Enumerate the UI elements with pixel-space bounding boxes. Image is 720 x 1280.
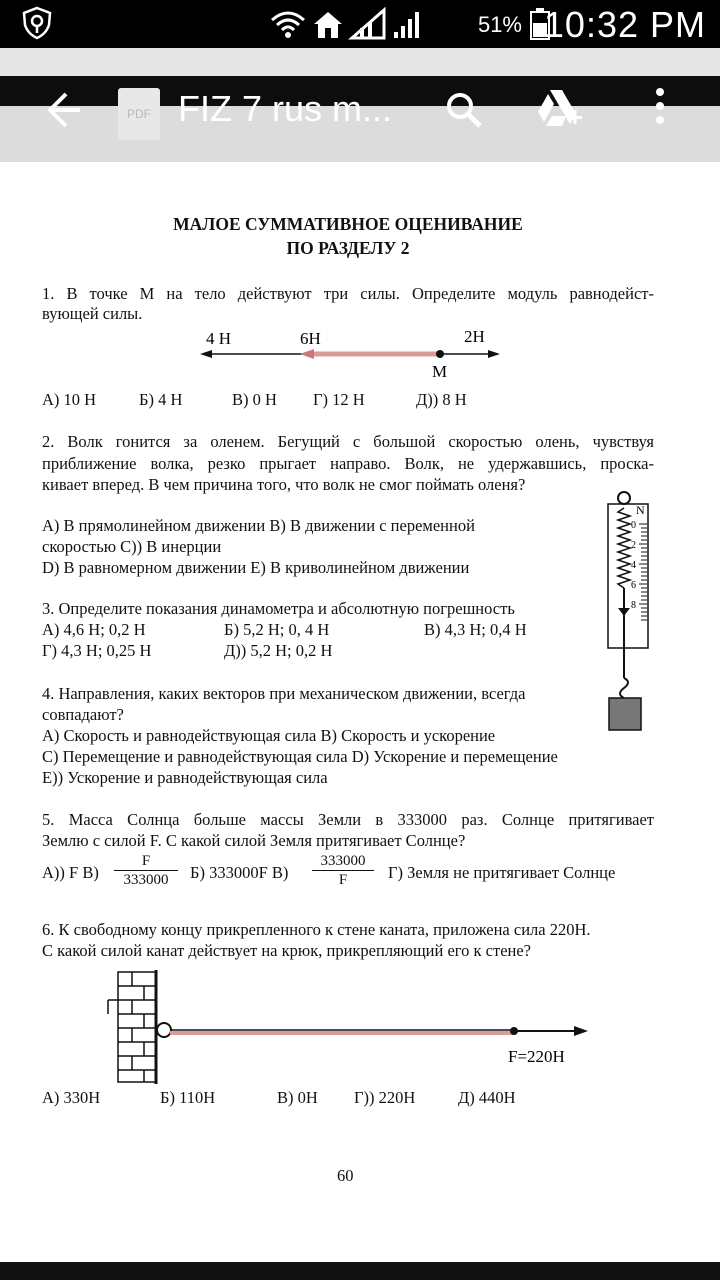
q1-answer-v: В) 0 Н xyxy=(232,390,277,409)
signal-2-icon xyxy=(394,12,419,38)
scale-unit-label: N xyxy=(636,503,645,517)
q1-answer-a: А) 10 Н xyxy=(42,390,97,409)
divider-strip xyxy=(0,48,720,76)
q1-text-line1: 1. В точке М на тело действуют три силы. Определите модуль равнодейст- xyxy=(42,284,654,303)
q6-answer-a: А) 330Н xyxy=(42,1088,101,1107)
q2-answer-line1: A) В прямолинейном движении B) В движении с переменной xyxy=(42,516,475,535)
q1-force-diagram xyxy=(196,320,506,384)
back-arrow-icon[interactable] xyxy=(44,90,84,135)
network-icons xyxy=(268,6,458,47)
q6-text-line2: С какой силой канат действует на крюк, прикрепляющий его к стене? xyxy=(42,941,531,960)
q3-answer-d: Д)) 5,2 Н; 0,2 Н xyxy=(224,641,333,660)
scale-tick-6: 6 xyxy=(631,580,636,591)
q5-text-line1: 5. Масса Солнца больше массы Земли в 333000 раз. Солнце притягивает xyxy=(42,810,654,829)
page-number: 60 xyxy=(337,1166,354,1185)
q2-text-line1: 2. Волк гонится за оленем. Бегущий с большой скоростью олень, чувствуя xyxy=(42,432,654,451)
q3-answer-v: В) 4,3 Н; 0,4 Н xyxy=(424,620,527,639)
scale-tick-4: 4 xyxy=(631,560,636,571)
q6-answer-g: Г)) 220Н xyxy=(354,1088,416,1107)
fraction-1-numerator: F xyxy=(114,852,178,871)
q4-text-line1: 4. Направления, каких векторов при механическом движении, всегда xyxy=(42,684,526,703)
q1-answer-d: Д)) 8 Н xyxy=(416,390,467,409)
dynamometer-figure xyxy=(598,488,656,732)
q4-answer-line1: A) Скорость и равнодействующая сила B) Скорость и ускорение xyxy=(42,726,496,745)
q4-answer-line3: E)) Ускорение и равнодействующая сила xyxy=(42,768,328,787)
q5-text-line2: Землю с силой F. С какой силой Земля притягивает Солнце? xyxy=(42,831,466,850)
fraction-1-denominator: 333000 xyxy=(123,872,169,888)
q6-answer-d: Д) 440Н xyxy=(458,1088,516,1107)
q2-answer-line3: D) В равномерном движении E) В криволинейном движении xyxy=(42,558,470,577)
shield-icon xyxy=(20,6,54,45)
q3-answer-b: Б) 5,2 Н; 0, 4 Н xyxy=(224,620,330,639)
q3-answer-g: Г) 4,3 Н; 0,25 Н xyxy=(42,641,152,660)
add-to-drive-icon[interactable] xyxy=(536,88,584,137)
q2-text-line2: приближение волка, резко прыгает направо. Волк, не удержавшись, проска- xyxy=(42,454,654,473)
q5-answer-g: Г) Земля не притягивает Солнце xyxy=(388,863,616,882)
force-label-220n: F=220Н xyxy=(508,1047,565,1066)
home-icon xyxy=(314,12,342,38)
q4-answer-line2: C) Перемещение и равнодействующая сила D) Ускорение и перемещение xyxy=(42,747,558,766)
q3-answer-a: А) 4,6 Н; 0,2 Н xyxy=(42,620,146,639)
search-icon[interactable] xyxy=(444,90,484,135)
q6-rope-diagram xyxy=(100,970,600,1086)
q6-answer-b: Б) 110Н xyxy=(160,1088,216,1107)
clock: 10:32 PM xyxy=(543,4,706,45)
battery-percent: 51% xyxy=(477,12,522,37)
force-label-6n: 6Н xyxy=(300,329,321,348)
force-label-4n: 4 Н xyxy=(206,329,232,348)
q1-answer-b: Б) 4 Н xyxy=(139,390,183,409)
q1-text-line2: вующей силы. xyxy=(42,304,143,323)
page-heading-line1: МАЛОЕ СУММАТИВНОЕ ОЦЕНИВАНИЕ xyxy=(173,214,523,234)
fraction-2-numerator: 333000 xyxy=(312,852,374,871)
status-bar xyxy=(0,0,720,48)
q2-answer-line2: скоростью C)) В инерции xyxy=(42,537,222,556)
overflow-menu-icon[interactable] xyxy=(650,86,670,135)
q5-fraction-1 xyxy=(114,852,178,889)
q4-text-line2: совпадают? xyxy=(42,705,124,724)
q5-answer-b: Б) 333000F В) xyxy=(190,863,289,882)
scale-tick-2: 2 xyxy=(631,540,636,551)
pdf-page xyxy=(0,162,720,1262)
wifi-icon xyxy=(272,13,304,38)
q5-fraction-2 xyxy=(312,852,374,889)
q6-answer-v: В) 0Н xyxy=(277,1088,318,1107)
q6-text-line1: 6. К свободному концу прикрепленного к стене каната, приложена сила 220Н. xyxy=(42,920,591,939)
q3-text-line1: 3. Определите показания динамометра и абсолютную погрешность xyxy=(42,599,515,618)
page-heading-line2: ПО РАЗДЕЛУ 2 xyxy=(286,238,410,258)
scale-tick-8: 8 xyxy=(631,600,636,611)
document-title: FIZ 7 rus m... xyxy=(178,88,393,129)
fraction-2-denominator: F xyxy=(338,872,348,888)
navigation-bar xyxy=(0,1262,720,1280)
signal-icon xyxy=(352,10,384,38)
q2-text-line3: кивает вперед. В чем причина того, что волк не смог поймать оленя? xyxy=(42,475,526,494)
pdf-file-icon: PDF xyxy=(118,88,160,140)
q5-answer-a: А)) F В) xyxy=(42,863,99,882)
scale-tick-0: 0 xyxy=(631,520,636,531)
app-toolbar xyxy=(0,76,720,162)
point-label-m: М xyxy=(432,362,448,381)
q1-answer-g: Г) 12 Н xyxy=(313,390,365,409)
force-label-2n: 2Н xyxy=(464,327,485,346)
